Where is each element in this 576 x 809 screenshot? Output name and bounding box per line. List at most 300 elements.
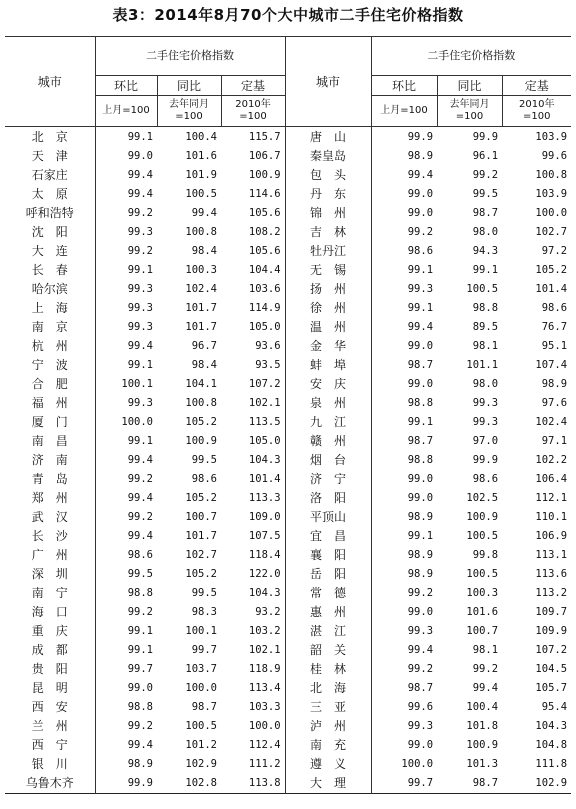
right-yoy-cell: 100.9: [466, 511, 499, 523]
fixed-base-right-text: 2010年=100: [519, 99, 555, 122]
left-yoy-cell: 100.4: [185, 131, 217, 143]
right-mom-cell: 98.9: [371, 508, 437, 527]
right-base-cell: 106.4: [535, 473, 568, 485]
left-yoy-cell: 101.7: [185, 321, 217, 333]
table-row: [5, 622, 571, 641]
right-city-cell: 洛 阳: [285, 489, 371, 508]
table-row: [5, 565, 571, 584]
right-yoy-cell: 101.3: [466, 758, 499, 770]
left-mom-cell: 98.9: [95, 755, 157, 774]
right-mom-cell: 98.9: [371, 147, 437, 166]
left-mom-cell: 98.6: [95, 546, 157, 565]
right-yoy-cell: 99.2: [472, 663, 499, 675]
left-city-cell: 西 安: [31, 700, 68, 714]
left-yoy-cell: 102.7: [185, 549, 217, 561]
left-mom-cell: 99.3: [95, 299, 157, 318]
right-mom-cell: 99.4: [371, 166, 437, 185]
right-yoy-cell: 100.9: [466, 739, 499, 751]
left-city-cell: 成 都: [31, 643, 68, 657]
left-yoy-cell: 99.7: [191, 644, 217, 656]
left-mom-cell: 99.1: [95, 127, 157, 148]
right-mom-cell: 98.7: [371, 356, 437, 375]
left-city-cell: 南 昌: [31, 434, 68, 448]
right-city-cell: 丹 东: [285, 185, 371, 204]
right-mom-cell: 99.1: [371, 413, 437, 432]
left-city-cell: 广 州: [31, 548, 68, 562]
left-city-cell: 重 庆: [31, 624, 68, 638]
yoy-header-left: 同比: [157, 76, 221, 96]
right-mom-cell: 98.6: [371, 242, 437, 261]
left-mom-cell: 99.0: [95, 679, 157, 698]
right-mom-cell: 99.4: [371, 318, 437, 337]
left-base-cell: 113.4: [248, 682, 281, 694]
left-base-cell: 107.2: [248, 378, 281, 390]
table-row: [5, 717, 571, 736]
table-row: [5, 356, 571, 375]
right-base-cell: 95.1: [541, 340, 568, 352]
left-city-cell: 呼和浩特: [25, 206, 74, 220]
left-mom-cell: 100.1: [95, 375, 157, 394]
right-base-cell: 98.6: [541, 302, 568, 314]
left-city-cell: 西 宁: [31, 738, 68, 752]
table-row: [5, 736, 571, 755]
right-city-cell: 常 德: [285, 584, 371, 603]
right-base-cell: 103.9: [535, 131, 568, 143]
right-base-cell: 109.7: [535, 606, 568, 618]
left-city-cell: 长 沙: [31, 529, 68, 543]
right-city-cell: 赣 州: [285, 432, 371, 451]
left-mom-cell: 100.0: [95, 413, 157, 432]
table-row: [5, 166, 571, 185]
right-yoy-cell: 99.4: [472, 682, 499, 694]
left-mom-cell: 99.2: [95, 603, 157, 622]
left-city-cell: 大 连: [31, 244, 68, 258]
left-base-cell: 115.7: [248, 131, 281, 143]
left-yoy-cell: 100.9: [185, 435, 217, 447]
yoy-base-right-text: 去年同月=100: [449, 99, 490, 122]
left-yoy-cell: 105.2: [185, 492, 217, 504]
right-mom-cell: 98.9: [371, 565, 437, 584]
right-base-cell: 105.7: [535, 682, 568, 694]
right-yoy-cell: 100.7: [466, 625, 499, 637]
left-mom-cell: 99.3: [95, 394, 157, 413]
right-city-cell: 无 锡: [285, 261, 371, 280]
left-yoy-cell: 101.7: [185, 302, 217, 314]
right-base-cell: 100.8: [535, 169, 568, 181]
table-row: [5, 451, 571, 470]
right-mom-cell: 100.0: [371, 755, 437, 774]
left-mom-cell: 99.4: [95, 527, 157, 546]
left-yoy-cell: 100.1: [185, 625, 217, 637]
left-yoy-cell: 101.2: [185, 739, 217, 751]
right-base-cell: 102.9: [535, 777, 568, 789]
city-header-right: 城市: [285, 37, 371, 127]
left-city-cell: 海 口: [31, 605, 68, 619]
price-index-table: [5, 36, 571, 794]
table-row: [5, 641, 571, 660]
right-yoy-cell: 98.8: [472, 302, 499, 314]
left-city-cell: 杭 州: [31, 339, 68, 353]
right-city-cell: 惠 州: [285, 603, 371, 622]
right-mom-cell: 99.4: [371, 641, 437, 660]
left-base-cell: 118.9: [248, 663, 281, 675]
left-mom-cell: 99.2: [95, 204, 157, 223]
left-mom-cell: 99.4: [95, 185, 157, 204]
right-city-cell: 烟 台: [285, 451, 371, 470]
left-mom-cell: 99.2: [95, 242, 157, 261]
left-base-cell: 114.9: [248, 302, 281, 314]
right-mom-cell: 99.6: [371, 698, 437, 717]
right-yoy-cell: 99.3: [472, 397, 499, 409]
left-city-cell: 厦 门: [31, 415, 68, 429]
right-yoy-cell: 102.5: [466, 492, 499, 504]
left-base-cell: 93.2: [255, 606, 281, 618]
right-mom-cell: 99.0: [371, 489, 437, 508]
left-yoy-cell: 100.7: [185, 511, 217, 523]
right-mom-cell: 99.1: [371, 261, 437, 280]
left-city-cell: 哈尔滨: [31, 282, 68, 296]
right-yoy-cell: 99.1: [472, 264, 499, 276]
table-row: [5, 774, 571, 794]
left-base-cell: 103.2: [248, 625, 281, 637]
right-mom-cell: 99.0: [371, 603, 437, 622]
left-base-cell: 113.8: [248, 777, 281, 789]
left-yoy-cell: 105.2: [185, 568, 217, 580]
right-city-cell: 襄 阳: [285, 546, 371, 565]
left-yoy-cell: 102.4: [185, 283, 217, 295]
left-base-cell: 104.3: [248, 454, 281, 466]
right-mom-cell: 99.0: [371, 337, 437, 356]
left-yoy-cell: 98.3: [191, 606, 217, 618]
table-row: [5, 527, 571, 546]
left-base-cell: 93.5: [255, 359, 281, 371]
yoy-base-right: [437, 96, 502, 127]
right-mom-cell: 99.0: [371, 204, 437, 223]
left-city-cell: 济 南: [31, 453, 68, 467]
right-base-cell: 105.2: [535, 264, 568, 276]
table-row: [5, 679, 571, 698]
left-mom-cell: 99.2: [95, 717, 157, 736]
right-city-cell: 包 头: [285, 166, 371, 185]
right-base-cell: 103.9: [535, 188, 568, 200]
left-base-cell: 105.6: [248, 207, 281, 219]
left-city-cell: 天 津: [31, 149, 68, 163]
left-base-cell: 100.0: [248, 720, 281, 732]
left-yoy-cell: 98.6: [191, 473, 217, 485]
right-mom-cell: 99.1: [371, 527, 437, 546]
table-row: [5, 470, 571, 489]
left-mom-cell: 99.1: [95, 432, 157, 451]
right-yoy-cell: 101.6: [466, 606, 499, 618]
left-city-cell: 北 京: [31, 130, 68, 144]
right-mom-cell: 98.8: [371, 451, 437, 470]
left-base-cell: 102.1: [248, 644, 281, 656]
right-base-cell: 102.2: [535, 454, 568, 466]
left-yoy-cell: 100.8: [185, 397, 217, 409]
left-mom-cell: 99.1: [95, 641, 157, 660]
left-base-cell: 107.5: [248, 530, 281, 542]
left-base-cell: 122.0: [248, 568, 281, 580]
right-city-cell: 遵 义: [285, 755, 371, 774]
right-yoy-cell: 98.1: [472, 644, 499, 656]
left-mom-cell: 99.4: [95, 166, 157, 185]
right-city-cell: 南 充: [285, 736, 371, 755]
left-city-cell: 兰 州: [31, 719, 68, 733]
right-city-cell: 安 庆: [285, 375, 371, 394]
right-base-cell: 97.2: [541, 245, 568, 257]
index-group-header-right: 二手住宅价格指数: [371, 37, 571, 76]
left-base-cell: 101.4: [248, 473, 281, 485]
fixed-base-left: [221, 96, 285, 127]
right-city-cell: 九 江: [285, 413, 371, 432]
right-base-cell: 109.9: [535, 625, 568, 637]
right-base-cell: 104.3: [535, 720, 568, 732]
left-base-cell: 113.5: [248, 416, 281, 428]
right-mom-cell: 98.7: [371, 432, 437, 451]
left-city-cell: 上 海: [31, 301, 68, 315]
right-city-cell: 吉 林: [285, 223, 371, 242]
right-city-cell: 济 宁: [285, 470, 371, 489]
left-city-cell: 武 汉: [31, 510, 68, 524]
left-base-cell: 105.0: [248, 321, 281, 333]
right-city-cell: 平顶山: [285, 508, 371, 527]
table-row: [5, 546, 571, 565]
right-mom-cell: 98.9: [371, 546, 437, 565]
left-mom-cell: 99.1: [95, 356, 157, 375]
right-mom-cell: 98.7: [371, 679, 437, 698]
right-base-cell: 98.9: [541, 378, 568, 390]
right-yoy-cell: 100.5: [466, 568, 499, 580]
left-yoy-cell: 98.4: [191, 359, 217, 371]
left-mom-cell: 99.1: [95, 261, 157, 280]
table-row: [5, 185, 571, 204]
table-row: [5, 413, 571, 432]
right-yoy-cell: 101.1: [466, 359, 499, 371]
base-header-right: 定基: [502, 76, 571, 96]
left-mom-cell: 98.8: [95, 698, 157, 717]
right-mom-cell: 99.0: [371, 470, 437, 489]
left-city-cell: 长 春: [31, 263, 68, 277]
right-base-cell: 99.6: [541, 150, 568, 162]
right-city-cell: 韶 关: [285, 641, 371, 660]
left-yoy-cell: 105.2: [185, 416, 217, 428]
right-mom-cell: 98.8: [371, 394, 437, 413]
right-yoy-cell: 100.5: [466, 283, 499, 295]
right-yoy-cell: 99.2: [472, 169, 499, 181]
table-row: [5, 337, 571, 356]
left-yoy-cell: 100.5: [185, 720, 217, 732]
right-city-cell: 牡丹江: [285, 242, 371, 261]
right-yoy-cell: 100.3: [466, 587, 499, 599]
table-row: [5, 261, 571, 280]
left-mom-cell: 99.2: [95, 470, 157, 489]
left-mom-cell: 99.4: [95, 337, 157, 356]
right-yoy-cell: 97.0: [472, 435, 499, 447]
left-mom-cell: 99.2: [95, 508, 157, 527]
right-city-cell: 岳 阳: [285, 565, 371, 584]
right-base-cell: 104.5: [535, 663, 568, 675]
right-yoy-cell: 101.8: [466, 720, 499, 732]
left-city-cell: 南 京: [31, 320, 68, 334]
right-base-cell: 107.2: [535, 644, 568, 656]
right-base-cell: 102.7: [535, 226, 568, 238]
right-base-cell: 113.1: [535, 549, 568, 561]
table-row: [5, 603, 571, 622]
table-row: [5, 508, 571, 527]
right-yoy-cell: 98.1: [472, 340, 499, 352]
left-base-cell: 103.6: [248, 283, 281, 295]
left-yoy-cell: 96.7: [191, 340, 217, 352]
right-base-cell: 76.7: [541, 321, 568, 333]
index-group-header-left: 二手住宅价格指数: [95, 37, 285, 76]
left-city-cell: 南 宁: [31, 586, 68, 600]
left-yoy-cell: 99.5: [191, 454, 217, 466]
right-mom-cell: 99.0: [371, 375, 437, 394]
right-yoy-cell: 99.9: [472, 454, 499, 466]
left-base-cell: 113.3: [248, 492, 281, 504]
right-mom-cell: 99.3: [371, 280, 437, 299]
right-mom-cell: 99.2: [371, 223, 437, 242]
right-city-cell: 桂 林: [285, 660, 371, 679]
left-city-cell: 合 肥: [31, 377, 68, 391]
table-row: [5, 147, 571, 166]
left-city-cell: 银 川: [31, 757, 68, 771]
table-row: [5, 394, 571, 413]
left-yoy-cell: 98.4: [191, 245, 217, 257]
right-yoy-cell: 98.7: [472, 777, 499, 789]
left-mom-cell: 99.1: [95, 622, 157, 641]
left-yoy-cell: 99.5: [191, 587, 217, 599]
left-city-cell: 石家庄: [31, 168, 68, 182]
right-mom-cell: 99.3: [371, 622, 437, 641]
left-mom-cell: 99.3: [95, 280, 157, 299]
mom-header-left: 环比: [95, 76, 157, 96]
left-base-cell: 114.6: [248, 188, 281, 200]
right-yoy-cell: 89.5: [472, 321, 499, 333]
right-yoy-cell: 100.5: [466, 530, 499, 542]
left-yoy-cell: 100.3: [185, 264, 217, 276]
table-row: [5, 318, 571, 337]
right-base-cell: 95.4: [541, 701, 568, 713]
right-city-cell: 宜 昌: [285, 527, 371, 546]
city-header-left: 城市: [5, 37, 95, 127]
table-row: [5, 375, 571, 394]
mom-base-left: 上月=100: [95, 96, 157, 127]
table-row: [5, 204, 571, 223]
table-row: [5, 660, 571, 679]
right-yoy-cell: 98.0: [472, 226, 499, 238]
left-city-cell: 福 州: [31, 396, 68, 410]
right-base-cell: 100.0: [535, 207, 568, 219]
left-mom-cell: 99.4: [95, 489, 157, 508]
left-base-cell: 112.4: [248, 739, 281, 751]
right-base-cell: 104.8: [535, 739, 568, 751]
right-mom-cell: 99.0: [371, 736, 437, 755]
right-city-cell: 唐 山: [285, 127, 371, 148]
right-yoy-cell: 96.1: [472, 150, 499, 162]
left-city-cell: 乌鲁木齐: [25, 776, 74, 790]
left-base-cell: 100.9: [248, 169, 281, 181]
right-yoy-cell: 99.5: [472, 188, 499, 200]
right-base-cell: 107.4: [535, 359, 568, 371]
right-yoy-cell: 98.0: [472, 378, 499, 390]
left-yoy-cell: 100.0: [185, 682, 217, 694]
mom-header-right: 环比: [371, 76, 437, 96]
left-base-cell: 111.2: [248, 758, 281, 770]
left-yoy-cell: 103.7: [185, 663, 217, 675]
left-base-cell: 109.0: [248, 511, 281, 523]
left-yoy-cell: 102.9: [185, 758, 217, 770]
table-title: 表3：2014年8月70个大中城市二手住宅价格指数: [112, 6, 464, 24]
left-base-cell: 93.6: [255, 340, 281, 352]
right-yoy-cell: 99.3: [472, 416, 499, 428]
right-base-cell: 110.1: [535, 511, 568, 523]
left-city-cell: 青 岛: [31, 472, 68, 486]
base-header-left: 定基: [221, 76, 285, 96]
left-yoy-cell: 101.6: [185, 150, 217, 162]
right-city-cell: 秦皇岛: [285, 147, 371, 166]
right-city-cell: 北 海: [285, 679, 371, 698]
left-base-cell: 103.3: [248, 701, 281, 713]
right-base-cell: 97.1: [541, 435, 568, 447]
left-mom-cell: 99.4: [95, 736, 157, 755]
right-city-cell: 大 理: [285, 774, 371, 794]
left-city-cell: 深 圳: [31, 567, 68, 581]
right-base-cell: 101.4: [535, 283, 568, 295]
left-mom-cell: 99.0: [95, 147, 157, 166]
left-yoy-cell: 100.5: [185, 188, 217, 200]
table-row: [5, 432, 571, 451]
left-base-cell: 106.7: [248, 150, 281, 162]
right-yoy-cell: 100.4: [466, 701, 499, 713]
right-mom-cell: 99.7: [371, 774, 437, 794]
left-base-cell: 105.0: [248, 435, 281, 447]
left-city-cell: 太 原: [31, 187, 68, 201]
fixed-base-right: [502, 96, 571, 127]
table-row: [5, 299, 571, 318]
left-yoy-cell: 104.1: [185, 378, 217, 390]
left-yoy-cell: 102.8: [185, 777, 217, 789]
right-mom-cell: 99.1: [371, 299, 437, 318]
left-yoy-cell: 100.8: [185, 226, 217, 238]
yoy-base-left: [157, 96, 221, 127]
left-base-cell: 118.4: [248, 549, 281, 561]
table-row: [5, 127, 571, 148]
left-mom-cell: 99.5: [95, 565, 157, 584]
left-yoy-cell: 101.9: [185, 169, 217, 181]
table-body: [5, 127, 571, 794]
table-header: [5, 37, 571, 127]
right-yoy-cell: 99.8: [472, 549, 499, 561]
right-mom-cell: 99.3: [371, 717, 437, 736]
left-base-cell: 104.4: [248, 264, 281, 276]
right-city-cell: 锦 州: [285, 204, 371, 223]
left-yoy-cell: 101.7: [185, 530, 217, 542]
right-mom-cell: 99.2: [371, 584, 437, 603]
right-yoy-cell: 98.7: [472, 207, 499, 219]
right-mom-cell: 99.2: [371, 660, 437, 679]
right-city-cell: 湛 江: [285, 622, 371, 641]
left-mom-cell: 99.4: [95, 451, 157, 470]
left-city-cell: 沈 阳: [31, 225, 68, 239]
left-yoy-cell: 99.4: [191, 207, 217, 219]
table-row: [5, 698, 571, 717]
table-row: [5, 242, 571, 261]
table-row: [5, 755, 571, 774]
table-row: [5, 223, 571, 242]
yoy-header-right: 同比: [437, 76, 502, 96]
right-city-cell: 泸 州: [285, 717, 371, 736]
